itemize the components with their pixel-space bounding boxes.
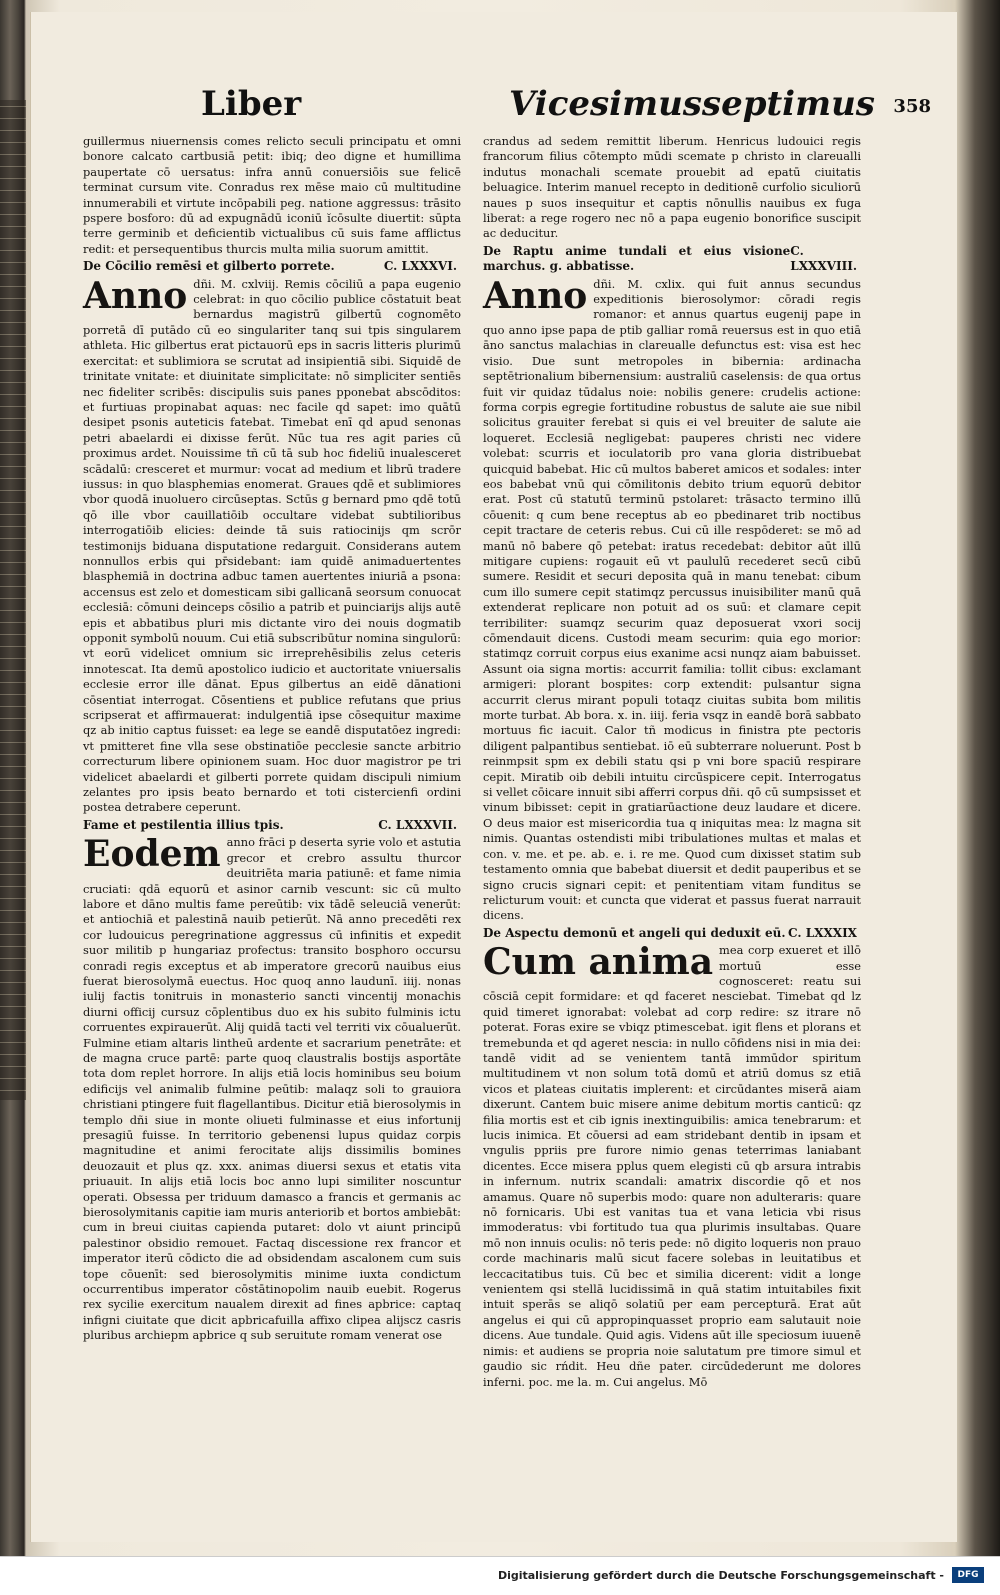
chapter-number: C. LXXXVIII. xyxy=(790,243,857,274)
chapter-heading xyxy=(483,244,861,275)
running-head-right: Vicesimusseptimus xyxy=(509,84,875,124)
chapter-heading xyxy=(483,926,861,941)
paragraph xyxy=(83,274,461,816)
paragraph xyxy=(83,835,461,1343)
text-column-right xyxy=(483,134,861,1392)
text-column-left xyxy=(83,134,461,1346)
book-page xyxy=(30,12,957,1542)
paragraph-text: dñi. M. cxlix. qui fuit annus secundus expeditionis bierosolymor: cōradi regis romanor: et annus quartus eugenij pape in quo anno ipse papa de ptib galliar romā reuersus est in quo etiā āno sanctus malachias in clareualle defunctus est: visa est hec visio. Due sunt metropoles in bibernia: ardinacha septētrionalium bibernensium: australiū caselensis: de qua ortus fuit vir quidaz tūdalus noie: nobilis genere: crudelis actione: forma corpis egregie fortitudine robustus de salute aie sue nibil solicitus grauiter ferebat si quis ei vel breuiter de salute aie loqueret. Ecclesiā negligebat: pauperes christi nec videre volebat: scurris et ioculatorib pro vana gloria distribuebat quicquid babebat. Hic cū multos baberet amicos et sodales: inter eos babebat vnū qui cōmilitonis debito trium equorū debitor erat. Post cū statutū terminū pstolaret: trāsacto termino illū cōuenit: q cum bene receptus ab eo pbedinaret trib noctibus cepit tractare de ceteris rebus. Cui cū ille respōderet: se mō ad manū nō babere qō petebat: iratus recedebat: debitor aūt illū mitigare cupiens: rogauit eū vt paululū recederet secū cibū sumere. Residit et securi deposita quā in manu tenebat: cibum cum illo sumere cepit statimqz percussus inuisibiliter manū quā extenderat replicare non potuit ad os suū: et clamare cepit terribiliter: suamqz securim quaz deposuerat vxori socij cōmendauit dicens. Custodi meam securim: quia ego morior: statimqz corruit corpus eius exanime acsi nunqz aiam babuisset. Assunt oia signa mortis: accurrit familia: tollit cibus: exclamant armigeri: plorant bospites: corp extendit: pulsantur signa accurrit clerus mirant populi totaqz ciuitas subita bom militis morte turbat. Ab bora. x. in. iiij. feria vsqz in eandē borā sabbato mortuus fic iacuit. Calor tñ modicus in finistra pte pectoris diligent palpantibus sentiebat. iō eū subterrare noluerunt. Post b reinmpsit spm ex debili statu qsi p vni bore spaciū respirare cepit. Miratib oib debili intuitu circūspicere cepit. Interrogatus si vellet cōicare innuit sibi afferri corpus dñi. qō cū sumpsisset et vinum bibisset: cepit in gratiarūactione deuz laudare et dicere. O deus maior est misericordia tua q iniquitas mea: lz magna sit nimis. Quantas ostendisti mibi tribulationes multas et malas et con. v. me. et pe. ab. e. i. re me. Quod cum dixisset statim sub testamento omnia que babebat diuersit et dedit pauperibus et se signo crucis signari cepit: et penitentiam vitam funditus se relicturum vouit: et cuncta que viderat et passus fuerat narrauit dicens. xyxy=(483,276,861,923)
running-head-left: Liber xyxy=(201,84,302,124)
funding-credit: Digitalisierung gefördert durch die Deutsche Forschungsgemeinschaft - xyxy=(497,1569,944,1582)
folio-number: 358 xyxy=(893,96,931,117)
paragraph xyxy=(483,943,861,1390)
chapter-title: Fame et pestilentia illius tpis. xyxy=(83,817,284,832)
dfg-logo[interactable]: DFG xyxy=(952,1567,984,1583)
paragraph: crandus ad sedem remittit liberum. Henricus ludouici regis francorum filius cōtempto mūdi scemate p christo in clareualli indutus monachali scemate prouebit ad epatū ciuitatis beluagice. Interim manuel recepto in deditionē curfolio siculiorū naues p suos insequitur et captis nōnullis nauibus ex fuga liberat: a rege rogero nec nō a papa eugenio bonorifice suscipit ac deducitur. xyxy=(483,134,861,241)
paragraph-text: anno frāci p deserta syrie volo et astutia grecor et crebro assultu thurcor deuitriēta maria patiunē: et fame nimia cruciati: qdā equorū et asinor carnib vescunt: sic cū multo labore et dāno multis fame pereūtib: vix tādē seleuciā venerūt: et antiochiā et palestinā nauib petierūt. Nā anno precedēti rex cor ludouicus peregrinatione aggressus cū infinitis et expedit suor militib p hungariaz profectus: transito bosphoro occursu conradi regis exceptus et ab imperatore grecorū nauibus eius fuerat bierosolymā euectus. Hoc quoq anno laudunī. iiij. nonas iulij factis tonitruis in monasterio sancti vincentij monachis diurni officij cursuz cōplentibus duo ex his subito fulminis ictu corruentes expirauerūt. Alij quidā tacti vel territi vix cōualuerūt. Fulmine etiam altaris lintheū ardente et sacrarium penetrāte: et de magna cruce partē: parte quoq claustralis bostijs asportāte tota dom replet horrore. In alijs etiā locis hominibus seu boium edificijs vel animalib fulmine peūtib: malaqz soli to grauiora christiani ptingere fuit flagellantibus. Dicitur etiā bierosolymis in templo dñi siue in monte oliueti fulminasse et eius infortunij presagiū fuisse. In territorio gebenensi lupus quidaz corpis magnitudine et animi ferocitate alijs dissimilis bomines deuozauit et plus qz. xxx. animas diuersi sexus et etatis vita priuauit. In alijs etiā locis boc anno lupi similiter noscuntur operati. Obsessa per triduum damasco a francis et germanis ac bierosolymitanis capitie iam muris anteriorib et bortos ambiebāt: cum in breui ciuitas capienda putaret: dolo vt aiunt principū palestinor obsidio remouet. Factaq discessione rex francor et imperator iterū cōdicto die ad obsidendam ascalonem cum suis tope cōuenīt: sed bierosolymitis minime iuxta condictum occurrentibus imperator cōstātinopolim nauib euebit. Rogerus rex sycilie exercitum naualem direxit ad fines apbrice: captaq infigni ciuitate que dicit apbricafuilla affixo clipea alijscz casris pluribus archiepm apbrice q sub seruitute romam venerat ose xyxy=(83,835,461,1343)
initial-word: Eodem xyxy=(83,833,221,876)
initial-word: Cum anima xyxy=(483,941,714,984)
paragraph xyxy=(483,274,861,924)
chapter-number: C. LXXXVI. xyxy=(383,259,457,274)
chapter-heading xyxy=(83,818,461,833)
footer-bar xyxy=(0,1556,1000,1595)
chapter-title: De Raptu anime tundali et eius visione marchus. g. abbatisse. xyxy=(483,243,791,274)
chapter-title: De Cōcilio remēsi et gilberto porrete. xyxy=(83,259,335,274)
initial-word: Anno xyxy=(83,274,188,317)
paragraph-text: dñi. M. cxlviij. Remis cōciliū a papa eugenio celebrat: in quo cōcilio publice cōstatuit beat bernardus magistrū gilbertū cognomēto porretā dī putādo cū eo singulariter tanq sui tpis singularem athleta. Hic gilbertus erat pictauorū eps in sacris litteris plurimū exercitat: et sublimiora se scrutat ad insipientiā sibi. Siquidē de trinitate vnitate: et diuinitate simplicitate: nō simpliciter sentiēs nec fideliter scribēs: discipulis suis panes pponebat abscōditos: et furtiuas propinabat aquas: nec facile qd sapet: imo quātū desipet psonis auteticis fatebat. Timebat enī qd apud senonas petri abaelardi ei dixisse ferūt. Nūc tua res agit paries cū proximus ardet. Nouissime tñ cū tā sub hoc fideliū inualesceret scādalū: cresceret et murmur: vocat ad medium et librū tradere iussus: in quo blasphemias enomerat. Graues qdē et sublimiores vbor quodā inuoluero circūseptas. Sctūs g bernard pmo qdē totū qō ille vbor cauillatiōib occultare videbat subtilioribus interrogatiōib elicies: deinde tā suis ratiocinijs qm scrōr testimonijs biduana disputatione redarguit. Considerans autem nonnullos erbis qui pr̄sidebant: iam quidē animaduertentes blasphemiā in doctrina adbuc tamen auertentes iniuriā a psona: accensus est zelo et domesticam sibi gallicanā seorsum conuocat ecclesiā: cōmuni deinceps cōsilio a patrib et puinciarijs alijs autē epis et abbatibus pluri mis dictante viro dei nouis dogmatib opponit symbolū nouum. Cui etiā subscribūtur nomina singulorū: vt eorū videlicet omnium sic irreprehēsibilis zelus ceteris innotescat. Ita demū apostolico iudicio et auctoritate vniuersalis ecclesie error ille dānat. Epus gilbertus an eidē dānationi cōsentiat interrogat. Cōsentiens et publice refutans que prius scripserat et affirmauerat: indulgentiā ipse cōsequitur maxime qz ab initio captus fuisset: ea lege se eandē disputatōez ingredi: vt pmitteret fine vlla sese obstinatiōe pecclesie sancte arbitrio correcturum libere opinionem suam. Hoc duor magistror pe tri videlicet abaelardi et gilberti porrete quidam discipuli nimium zelantes pro ipsis beato bernardo et toti cistercienfi ordini postea detrabere ceperunt. xyxy=(83,276,461,815)
chapter-heading xyxy=(83,259,461,274)
paragraph: guillermus niuernensis comes relicto seculi principatu et omni bonore calcato cartbusiā petit: ibiq; deo digne et humillima paupertate cō uersatus: infra annū conuersiōis sue felicē terminat cursum vite. Conradus rex mēse maio cū multitudine innumerabili et virtute incōpabili peg. natione aggressus: trāsito pspere bosforo: dū ad expugnādū iconiū ĭcōsulte diuertit: sūpta terre germinib et deficientib victualibus cū suis fame afflictus redit: et persequentibus thurcis multa milia suorum amittit. xyxy=(83,134,461,256)
chapter-number: C. LXXXVII. xyxy=(378,817,457,832)
chapter-number: C. LXXXIX xyxy=(788,925,857,940)
initial-word: Anno xyxy=(483,274,588,317)
adjacent-page-edge xyxy=(0,100,26,1100)
chapter-title: De Aspectu demonū et angeli qui deduxit eū. xyxy=(483,925,786,940)
paragraph-text: mea corp exueret et illō mortuū esse cognosceret: reatu sui cōsciā cepit formidare: et qd faceret nesciebat. Timebat qd lz quid timeret ignorabat: volebat ad corp redire: sz itrare nō poterat. Foras exire se vbiqz ptimescebat. igit flens et plorans et tremebunda et qd ageret nescia: in nullo cōfidens nisi in mia dei: tandē vidit ad se venientem tantā immūdor spiritum multitudinem vt non solum totā domū et atriū domus sz etiā vicos et plateas ciuitatis implerent: et circūdantes miserā aiam dixerunt. Cantem buic misere anime debitum mortis canticū: qz filia mortis est et cib ignis inextinguibilis: amica tenebrarum: et lucis inimica. Et cōuersi ad eam stridebant dentib in ipsam et vngulis ppriis pre furore nimio genas teterrimas laniabant dicentes. Ecce misera pplus quem elegisti cū qb arsura intrabis in infernum. nutrix scandali: amatrix discordie qō et nos amamus. Quare nō superbis modo: quare non adulteraris: quare nō fornicaris. Ubi est vanitas tua et vana leticia vbi risus immoderatus: vbi fortitudo tua qua plurimis insultabas. Quare mō non innuis oculis: nō teris pede: nō digito loqueris non prauo corde machinaris malū sicut facere solebas in leuitatibus et leccacitatibus tuis. Cū bec et similia dicerent: vidit a longe venientem qsi stellā lucidissimā in quā statim intuitabiles fixit intuit sperās se aliqō solatiū per eam percepturā. Erat aūt angelus ei qui cū appropinquasset proprio eam salutauit noie dicens. Aue tundale. Quid agis. Videns aūt ille speciosum iuuenē nimis: et audiens se propria noie salutatum pre timore simul et gaudio sic rńdit. Heu dñe pater. circūdederunt me dolores inferni. poc. me la. m. Cui angelus. Mō xyxy=(483,943,861,1389)
